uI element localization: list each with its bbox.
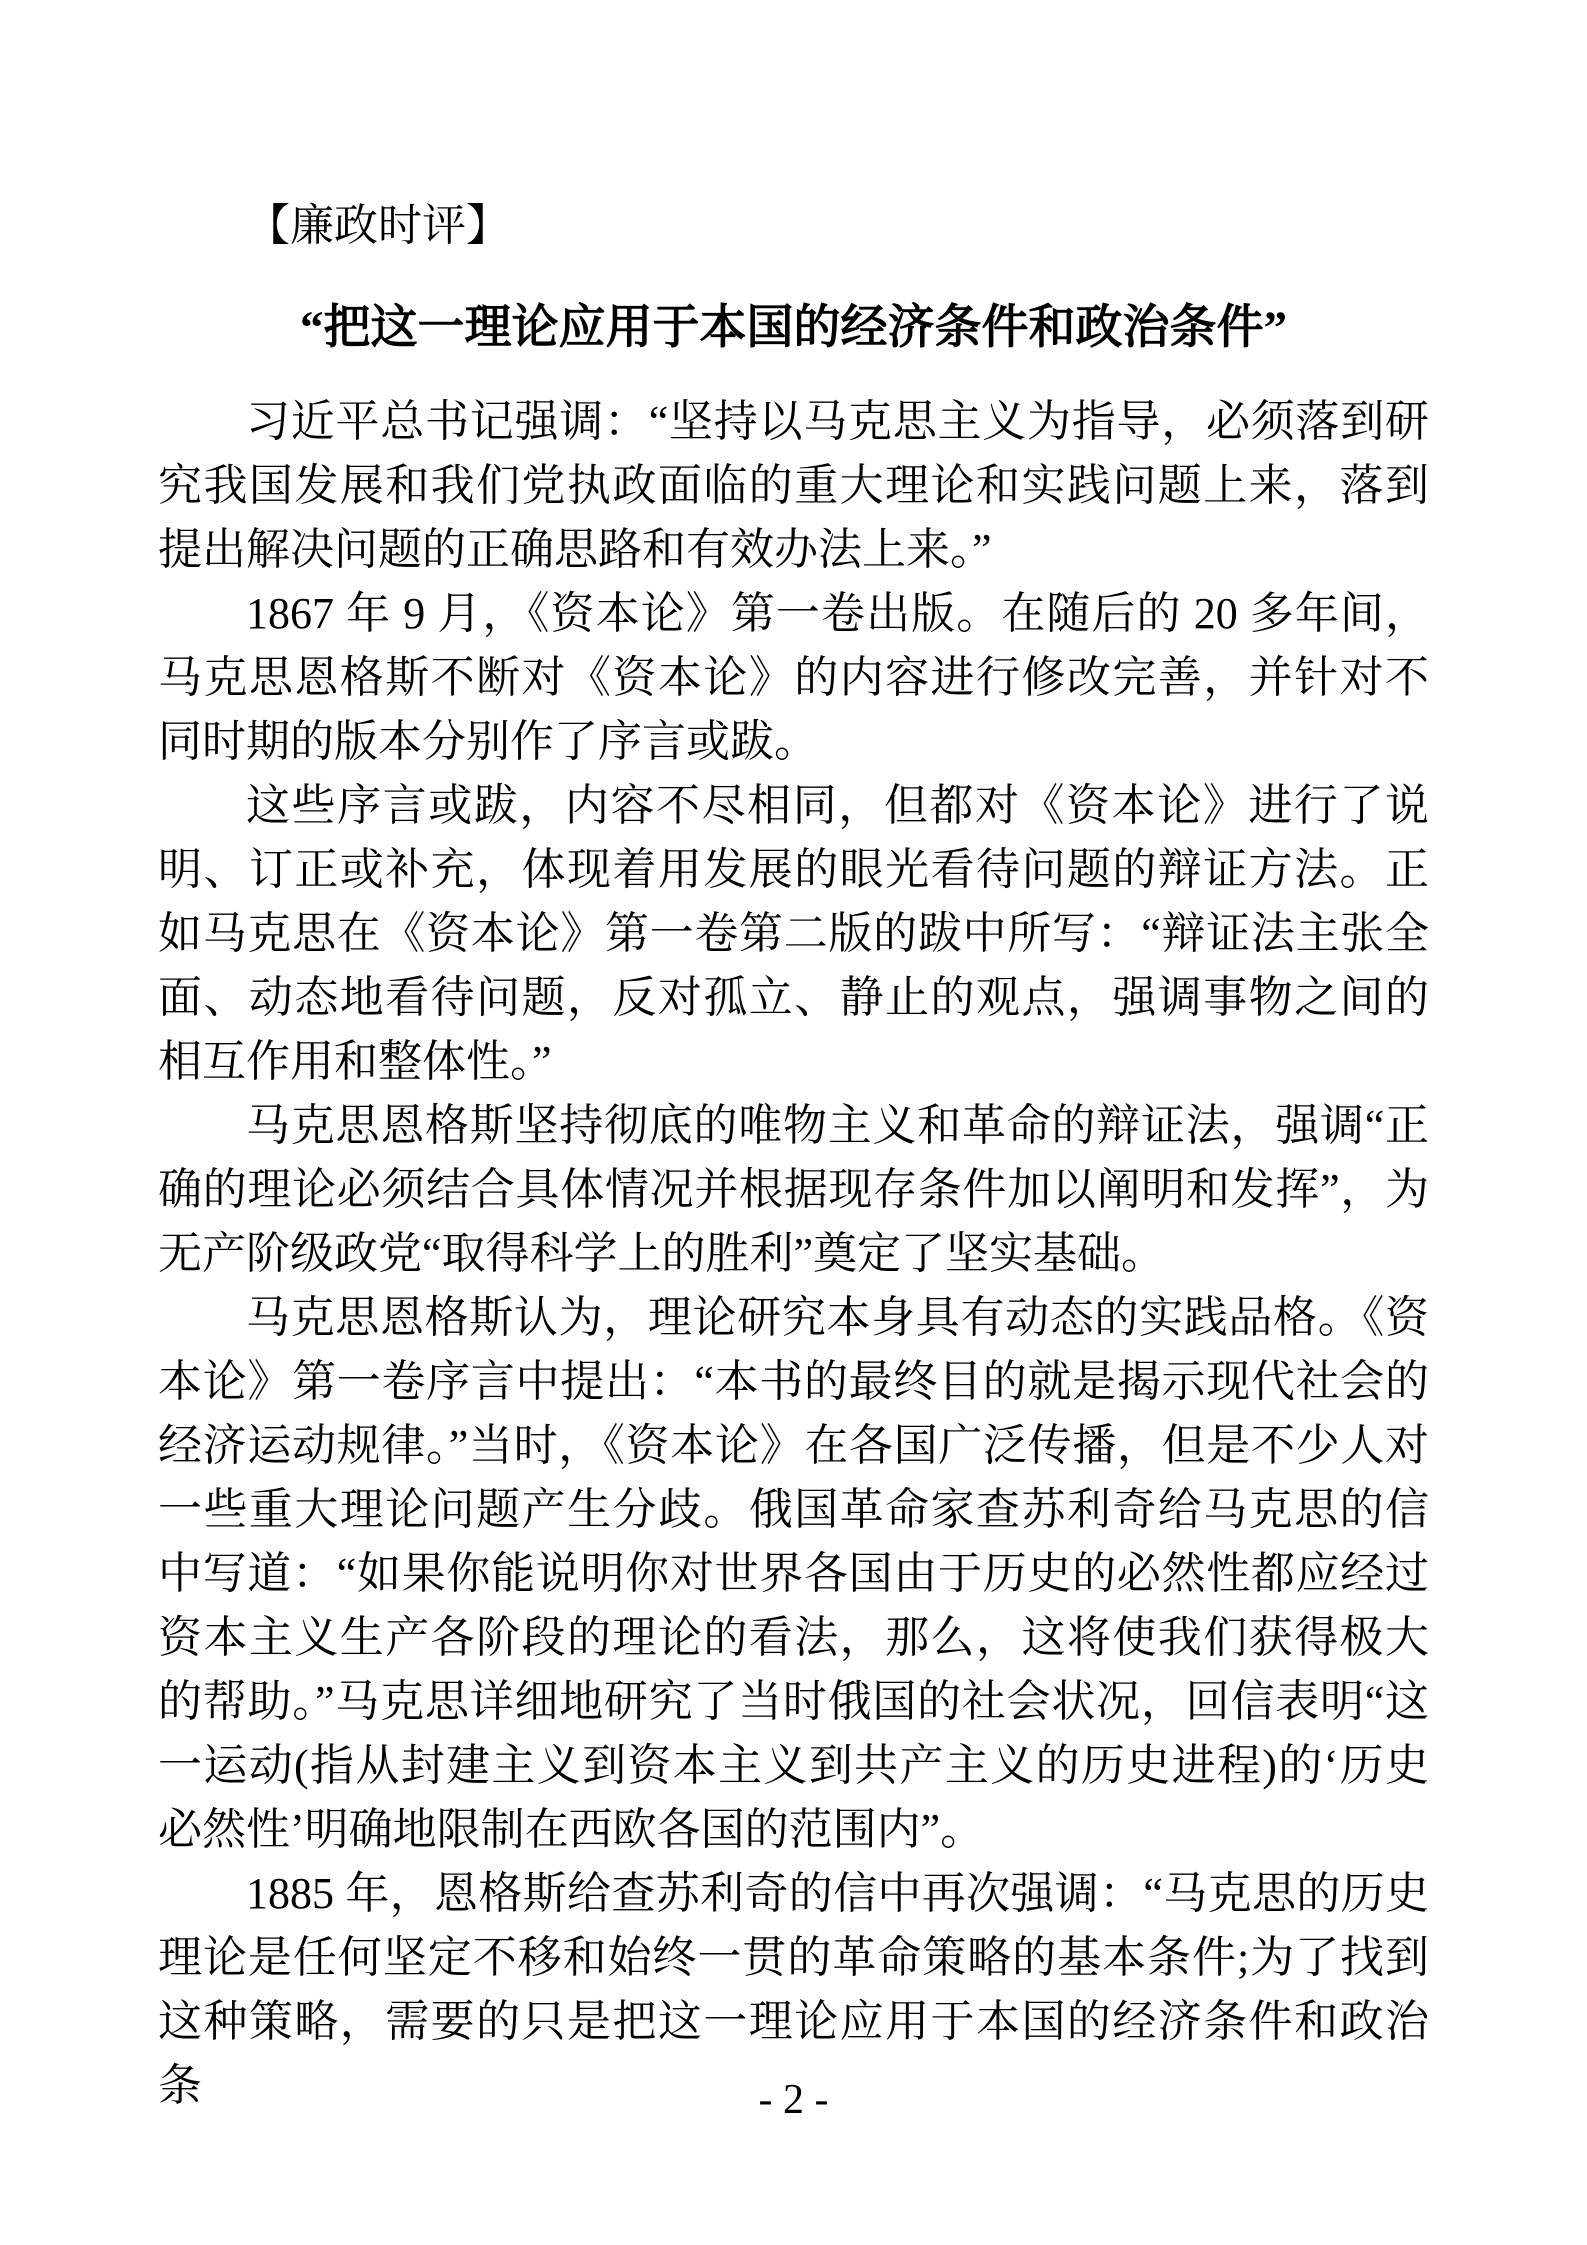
paragraph-2: 1867 年 9 月，《资本论》第一卷出版。在随后的 20 多年间，马克思恩格斯不断对《资本论》的内容进行修改完善，并针对不同时期的版本分别作了序言或跋。 [158, 589, 1429, 766]
paragraph-5: 马克思恩格斯认为，理论研究本身具有动态的实践品格。《资本论》第一卷序言中提出：“本书的最终目的就是揭示现代社会的经济运动规律。”当时，《资本论》在各国广泛传播，但是不少人对一些重大理论问题产生分歧。俄国革命家查苏利奇给马克思的信中写道：“如果你能说明你对世界各国由于历史的必然性都应经过资本主义生产各阶段的理论的看法，那么，这将使我们获得极大的帮助。”马克思详细地研究了当时俄国的社会状况，回信表明“这一运动(指从封建主义到资本主义到共产主义的历史进程)的‘历史必然性’明确地限制在西欧各国的范围内”。 [158, 1293, 1429, 1854]
paragraph-3: 这些序言或跋，内容不尽相同，但都对《资本论》进行了说明、订正或补充，体现着用发展的眼光看待问题的辩证方法。正如马克思在《资本论》第一卷第二版的跋中所写：“辩证法主张全面、动态地看待问题，反对孤立、静止的观点，强调事物之间的相互作用和整体性。” [158, 781, 1429, 1086]
article-title: “把这一理论应用于本国的经济条件和政治条件” [300, 302, 1287, 354]
page-number: - 2 - [758, 2077, 829, 2123]
paragraph-4: 马克思恩格斯坚持彻底的唯物主义和革命的辩证法，强调“正确的理论必须结合具体情况并根据现存条件加以阐明和发挥”，为无产阶级政党“取得科学上的胜利”奠定了坚实基础。 [158, 1101, 1429, 1278]
section-tag: 【廉政时评】 [246, 201, 510, 250]
paragraph-1: 习近平总书记强调：“坚持以马克思主义为指导，必须落到研究我国发展和我们党执政面临的重大理论和实践问题上来，落到提出解决问题的正确思路和有效办法上来。” [158, 397, 1429, 574]
paragraph-6: 1885 年，恩格斯给查苏利奇的信中再次强调：“马克思的历史理论是任何坚定不移和始终一贯的革命策略的基本条件;为了找到这种策略，需要的只是把这一理论应用于本国的经济条件和政治条 [158, 1869, 1429, 2110]
article-body [158, 390, 1429, 2118]
